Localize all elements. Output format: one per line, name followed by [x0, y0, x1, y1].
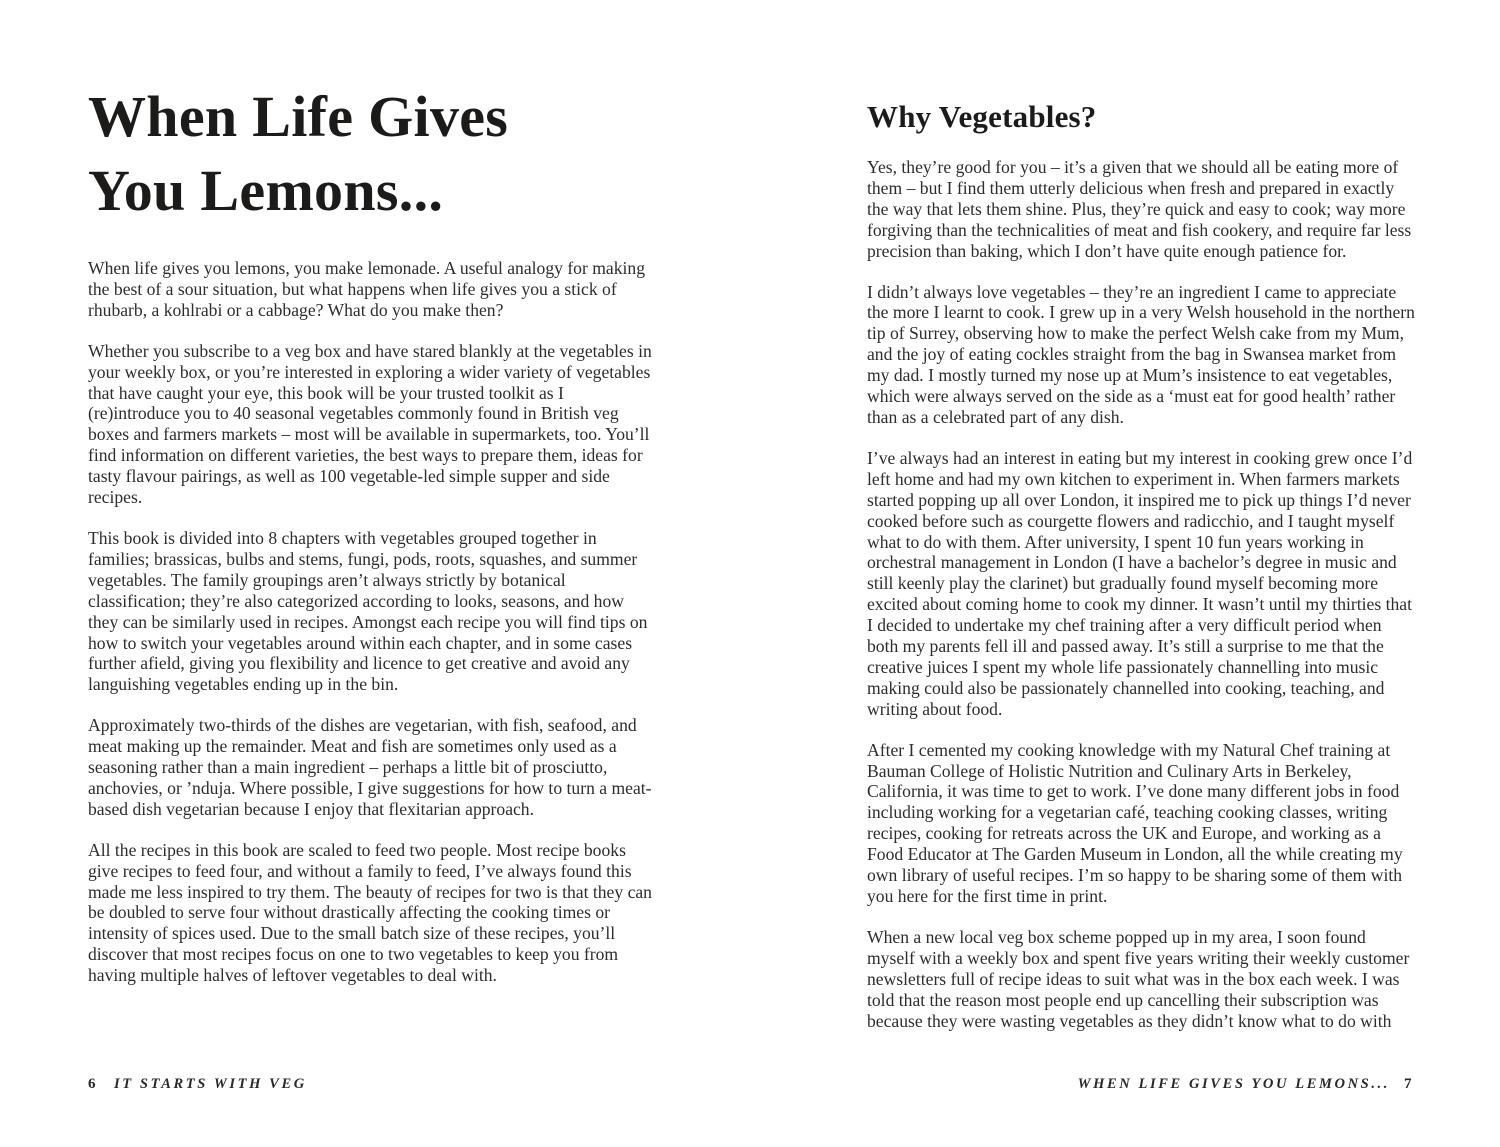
left-body-copy [88, 258, 654, 986]
section-heading: Why Vegetables? [867, 99, 1097, 134]
paragraph: After I cemented my cooking knowledge with my Natural Chef training at Bauman College of Holistic Nutrition and Culinary Arts in Berkeley, California, it was time to get to work. I’ve done many different jobs in food including working for a vegetarian café, teaching cooking classes, writing recipes, cooking for retreats across the UK and Europe, and working as a Food Educator at The Garden Museum in London, all the while creating my own library of useful recipes. I’m so happy to be sharing some of them with you here for the first time in print. [867, 739, 1403, 906]
paragraph: Yes, they’re good for you – it’s a given that we should all be eating more of them – but I find them utterly delicious when fresh and prepared in exactly the way that lets them shine. Plus, they’re quick and easy to cook; way more forgiving than the technicalities of meat and fish cookery, and require far less precision than baking, which I don’t have quite enough patience for. [867, 157, 1412, 261]
page-number-right: 7 [1404, 1076, 1412, 1092]
running-title-left: IT STARTS WITH VEG [114, 1076, 307, 1092]
paragraph: I’ve always had an interest in eating but my interest in cooking grew once I’d left home and had my own kitchen to experiment in. When farmers markets started popping up all over London, it inspired me to pick up things I’d never cooked before such as courgette flowers and radicchio, and I taught myself what to do with them. After university, I spent 10 fun years working in orchestral management in London (I have a bachelor’s degree in music and still keenly play the clarinet) but gradually found myself becoming more excited about coming home to cook my dinner. It wasn’t until my thirties that I decided to undertake my chef training after a very difficult period when both my parents fell ill and passed away. It’s still a surprise to me that the creative juices I spent my whole life passionately channelling into music making could also be passionately channelled into cooking, teaching, and writing about food. [867, 447, 1413, 719]
chapter-title-line-1: When Life Gives [88, 84, 509, 149]
page-left [88, 80, 654, 986]
chapter-title-line-2: You Lemons... [88, 158, 444, 223]
right-body-copy [867, 157, 1417, 1031]
paragraph: Approximately two-thirds of the dishes are vegetarian, with fish, seafood, and meat making up the remainder. Meat and fish are sometimes only used as a seasoning rather than a main ingredient – perhaps a little bit of prosciutto, anchovies, or ’nduja. Where possible, I give suggestions for how to turn a meat-based dish vegetarian because I enjoy that flexitarian approach. [88, 715, 652, 819]
paragraph: Whether you subscribe to a veg box and have stared blankly at the vegetables in your weekly box, or you’re interested in exploring a wider variety of vegetables that have caught your eye, this book will be your trusted toolkit as I (re)introduce you to 40 seasonal vegetables commonly found in British veg boxes and farmers markets – most will be available in supermarkets, too. You’ll find information on different varieties, the best ways to prepare them, ideas for tasty flavour pairings, as well as 100 vegetable-led simple supper and side recipes. [88, 340, 652, 508]
paragraph: I didn’t always love vegetables – they’re an ingredient I came to appreciate the more I learnt to cook. I grew up in a very Welsh household in the northern tip of Surrey, observing how to make the perfect Welsh cake from my Mum, and the joy of eating cockles straight from the bag in Swansea market from my dad. I mostly turned my nose up at Mum’s insistence to eat vegetables, which were always served on the side as a ‘must eat for good health’ rather than as a celebrated part of any dish. [867, 281, 1415, 427]
paragraph: All the recipes in this book are scaled to feed two people. Most recipe books give recipes to feed four, and without a family to feed, I’ve always found this made me less inspired to try them. The beauty of recipes for two is that they can be doubled to serve four without drastically affecting the cooking times or intensity of spices used. Due to the small batch size of these recipes, you’ll discover that most recipes focus on one to two vegetables to keep you from having multiple halves of leftover vegetables to deal with. [88, 839, 652, 986]
page-right [867, 98, 1417, 1031]
page-number-left: 6 [88, 1076, 96, 1092]
chapter-title [88, 80, 654, 228]
footer-right [1078, 1076, 1412, 1093]
running-title-right: WHEN LIFE GIVES YOU LEMONS... [1077, 1076, 1390, 1092]
paragraph: When life gives you lemons, you make lemonade. A useful analogy for making the best of a sour situation, but what happens when life gives you a stick of rhubarb, a kohlrabi or a cabbage? What do you make then? [88, 258, 646, 320]
paragraph: This book is divided into 8 chapters with vegetables grouped together in families; brassicas, bulbs and stems, fungi, pods, roots, squashes, and summer vegetables. The family groupings aren’t always strictly by botanical classification; they’re also categorized according to looks, seasons, and how they can be similarly used in recipes. Amongst each recipe you will find tips on how to switch your vegetables around within each chapter, and in some cases further afield, giving you flexibility and licence to get creative and avoid any languishing vegetables ending up in the bin. [88, 527, 648, 695]
footer-left [88, 1076, 307, 1093]
paragraph: When a new local veg box scheme popped up in my area, I soon found myself with a weekly box and spent five years writing their weekly customer newsletters full of recipe ideas to suit what was in the box each week. I was told that the reason most people end up cancelling their subscription was because they were wasting vegetables as they didn’t know what to do with [867, 926, 1410, 1031]
